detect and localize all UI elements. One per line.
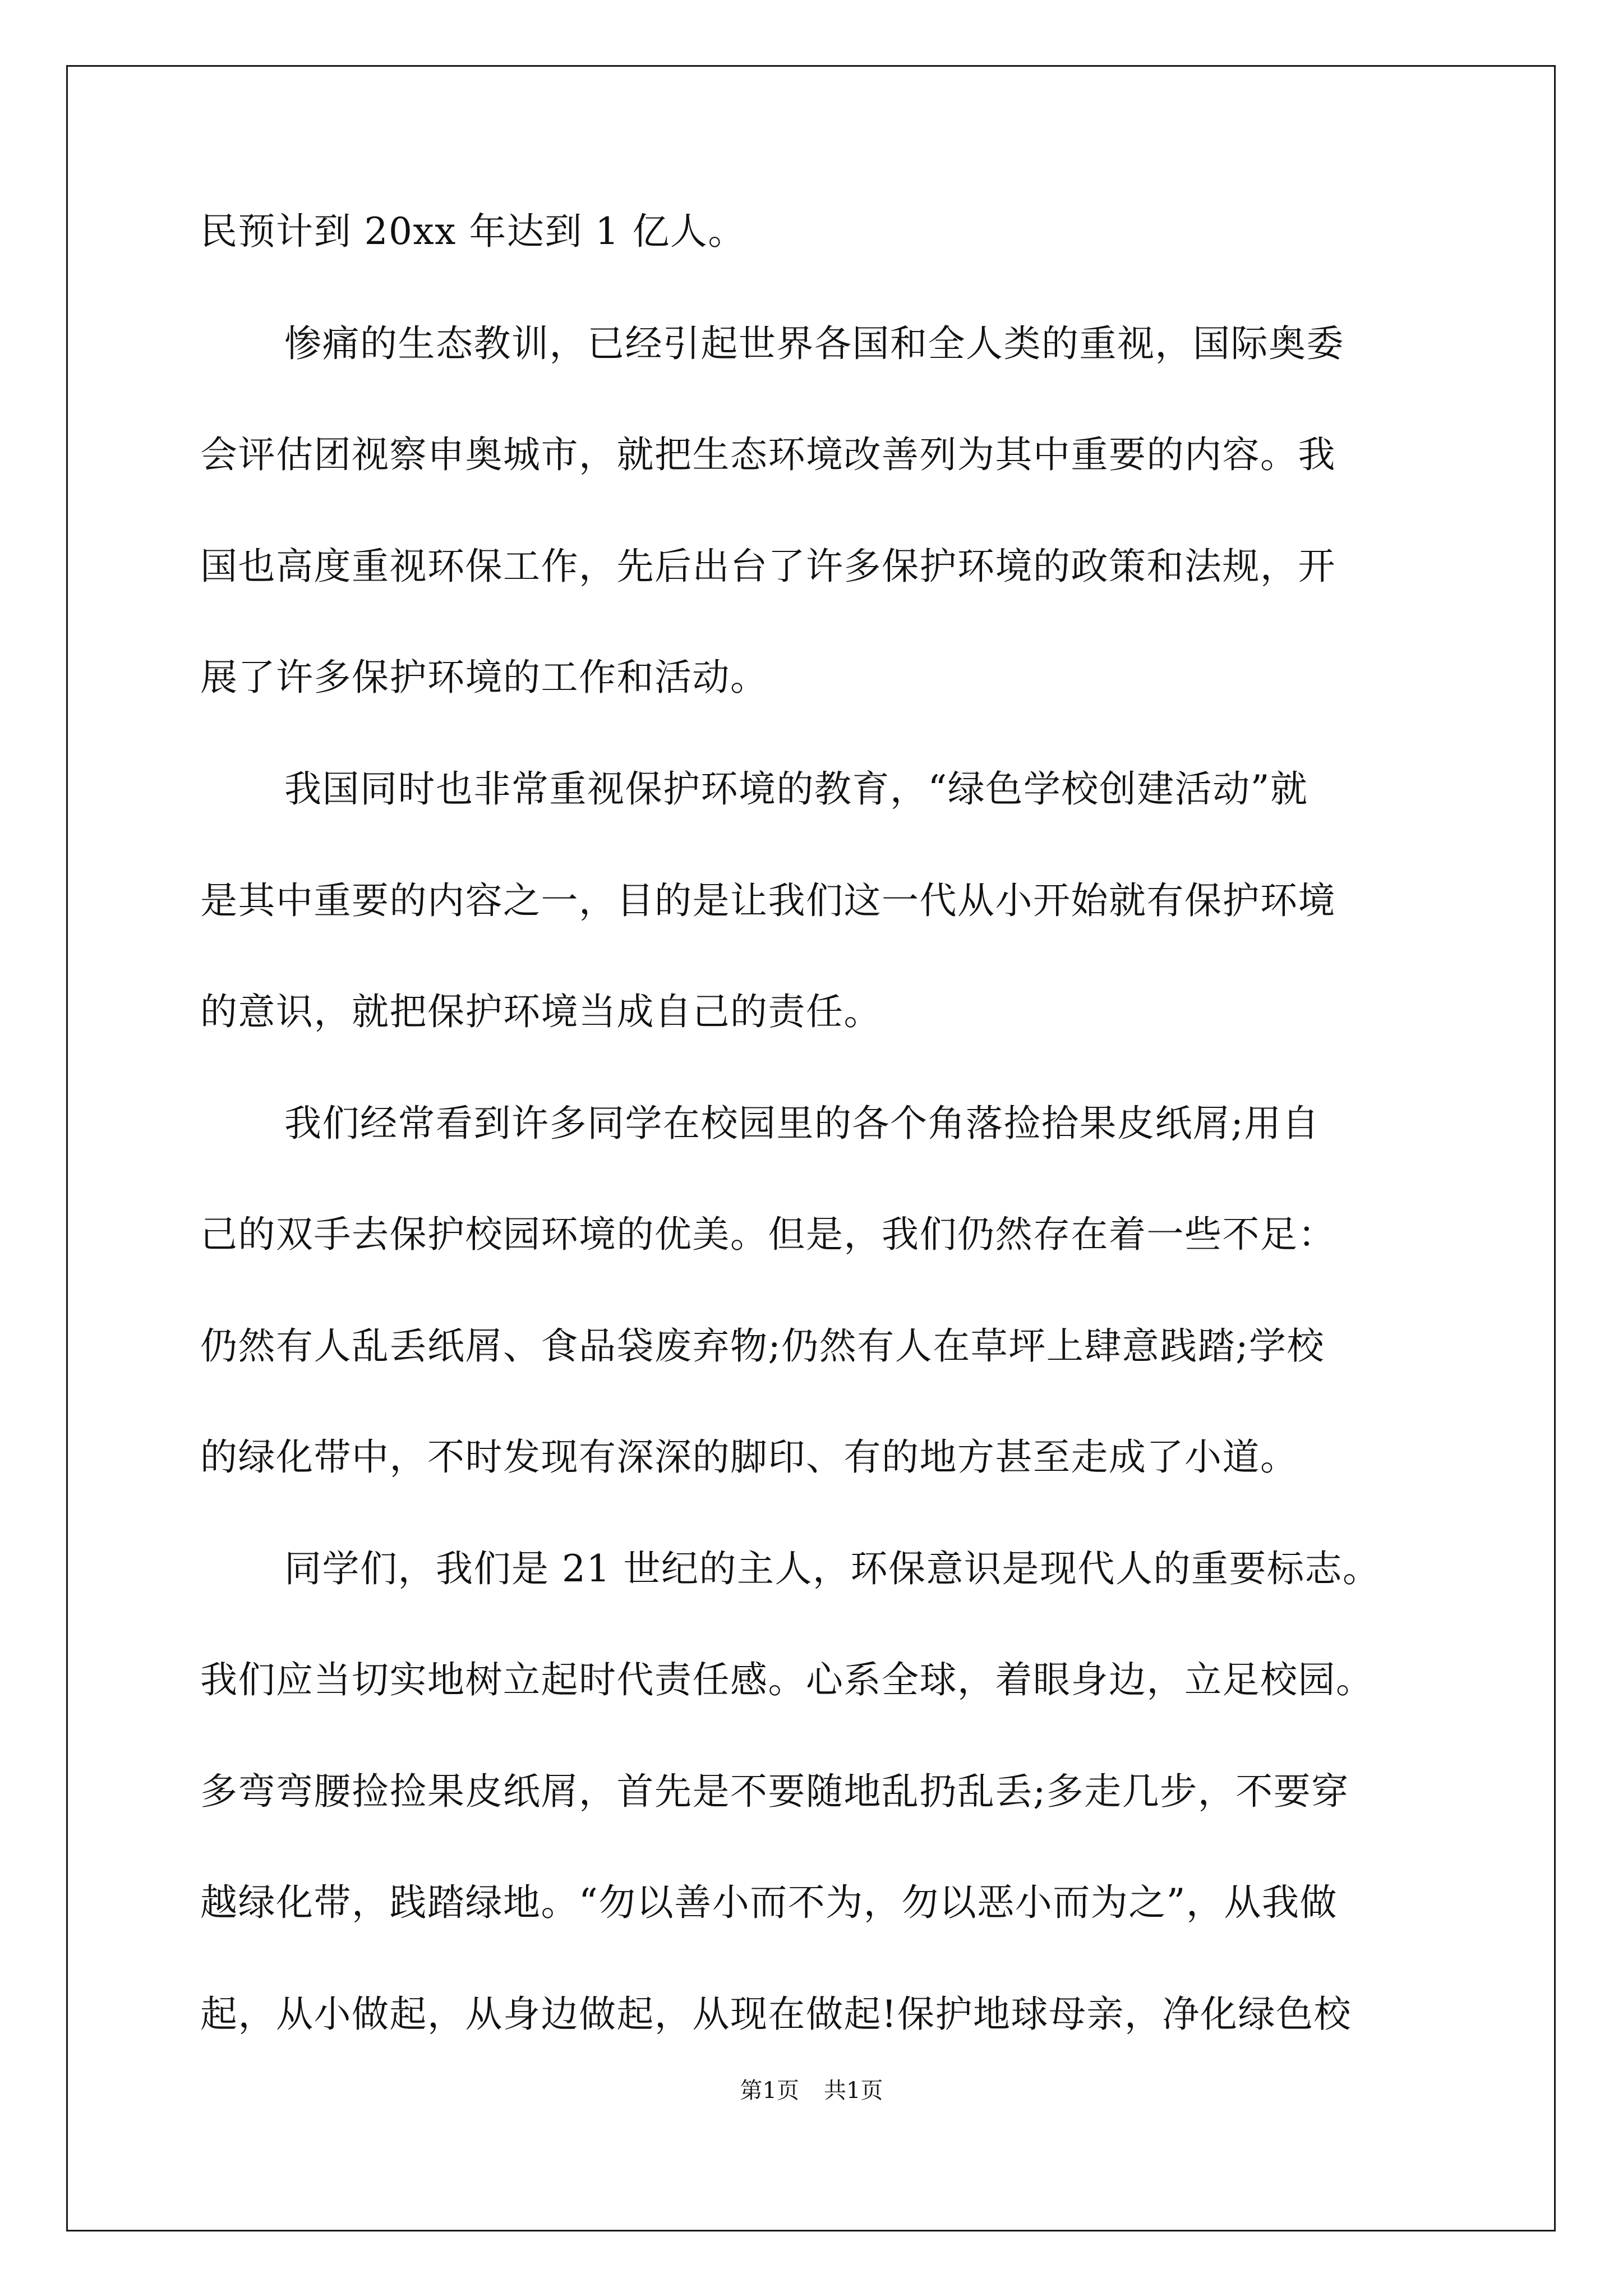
text-line: 己的双手去保护校园环境的优美。但是，我们仍然存在着一些不足：	[200, 1213, 1336, 1256]
text-line: 民预计到 20xx 年达到 1 亿人。	[200, 210, 746, 253]
text-line: 起，从小做起，从身边做起，从现在做起!保护地球母亲，净化绿色校	[200, 1993, 1352, 2036]
text-line: 我们应当切实地树立起时代责任感。心系全球，着眼身边，立足校园。	[200, 1658, 1374, 1701]
text-line: 国也高度重视环保工作，先后出台了许多保护环境的政策和法规，开	[200, 545, 1336, 588]
page-footer	[0, 2073, 1623, 2105]
text-line: 是其中重要的内容之一，目的是让我们这一代从小开始就有保护环境	[200, 879, 1336, 922]
text-line: 仍然有人乱丢纸屑、食品袋废弃物;仍然有人在草坪上肆意践踏;学校	[200, 1324, 1325, 1368]
paragraph-first-line: 我国同时也非常重视保护环境的教育，“绿色学校创建活动”就	[284, 767, 1308, 811]
page-total: 共1页	[824, 2078, 883, 2104]
text-line: 展了许多保护环境的工作和活动。	[200, 656, 768, 699]
text-line: 越绿化带，践踏绿地。“勿以善小而不为，勿以恶小而为之”，从我做	[200, 1881, 1338, 1924]
paragraph-first-line: 惨痛的生态教训，已经引起世界各国和全人类的重视，国际奥委	[284, 322, 1344, 365]
text-line: 的意识，就把保护环境当成自己的责任。	[200, 990, 882, 1033]
text-line: 的绿化带中，不时发现有深深的脚印、有的地方甚至走成了小道。	[200, 1435, 1298, 1479]
text-line: 多弯弯腰捡捡果皮纸屑，首先是不要随地乱扔乱丢;多走几步，不要穿	[200, 1770, 1349, 1813]
paragraph-first-line: 我们经常看到许多同学在校园里的各个角落捡拾果皮纸屑;用自	[284, 1102, 1320, 1145]
text-line: 会评估团视察申奥城市，就把生态环境改善列为其中重要的内容。我	[200, 433, 1336, 476]
page-number: 第1页	[740, 2078, 799, 2104]
paragraph-first-line: 同学们，我们是 21 世纪的主人，环保意识是现代人的重要标志。	[284, 1547, 1381, 1590]
